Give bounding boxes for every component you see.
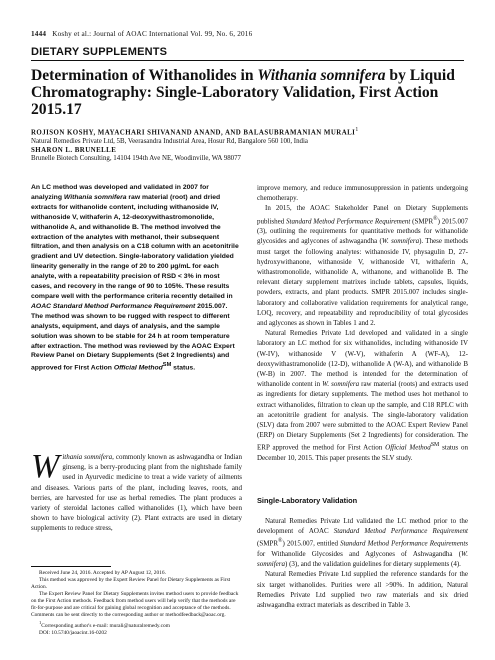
title-part-2: by Liquid Chromatography: Single-Laboratory Validation, First Action 2015.17 [31, 67, 455, 118]
author-block [31, 126, 471, 164]
affiliation-2: Brunelle Biotech Consulting, 14104 194th Ave NE, Woodinville, WA 98077 [31, 155, 241, 163]
abstract-text: raw material (root) and dried extracts for withanolide content, including withanoside IV, withanoside V, withaferin A, 12-deoxywithastromonolide, withanolide A, and withanolide B. The method involved the extraction of the analytes with methanol, their subsequent filtration, and then analysis on a C18 column with an acetonitrile gradient and UV detection. Single-laboratory validation yielded linearity generally in the range of 20 to 200 µg/mL for each analyte, with a repeatability precision of RSD < 3% in most cases, and recovery in the range of 90 to 105%. These results compare well with the performance criteria recently detailed in [31, 193, 239, 300]
section-heading: Single-Laboratory Validation [257, 496, 358, 505]
journal-citation: Koshy et al.: Journal of AOAC International Vol. 99, No. 6, 2016 [52, 30, 253, 38]
abstract-text: status. [171, 364, 196, 372]
page-number: 1444 [31, 30, 47, 38]
abstract-text: An LC method was developed and validated in 2007 for analyzing [31, 184, 209, 201]
footnote-doi: DOI: 10.5740/jaoacint.16-0202 [39, 629, 107, 636]
article-title [31, 67, 461, 118]
running-header [31, 30, 471, 38]
footnotes [31, 570, 242, 637]
abstract-text: 2015.007. The method was shown to be rugged with respect to different analysts, equipment, and days of analysis, and the sample solution was shown to be stable for 24 h at room temperature after extraction. The method was reviewed by the AOAC Expert Review Panel on Dietary Supplements (Set 2 Ingredients) and approved for First Action [31, 302, 235, 372]
footnote-received: Received June 24, 2016. Accepted by AP August 12, 2016. [39, 570, 166, 576]
paragraph: Natural Remedies Private Ltd supplied the reference standards for the six target withanolides. Purities were all >90%. In addition, Natural Remedies Private Ltd supplied two raw materials and six dried ashwagandha extract materials as described in Table 3. [257, 570, 468, 609]
paragraph: In 2015, the AOAC Stakeholder Panel on Dietary Supplements published Standard Method Performance Requirement (SMPR®) 2015.007 (3), outlining the requirements for quantitative methods for withanolide glycosides and aglycones of ashwagandha (W. somnifera). These methods must target the following analytes: withanoside IV, physagulin D, 27-hydroxywithanone, withanoside V, withanoside VI, withaferin A, withastromonolide, withanolide A, withanone, and withanolide B. The relevant dietary supplement matrixes include tablets, capsules, liquids, powders, extracts, and plant products. SMPR 2015.007 includes single-laboratory and collaborative validation requirements for analytical range, LOQ, recovery, and repeatability and reproducibility of total glycosides and aglycones as shown in Tables 1 and 2. [257, 204, 468, 327]
title-species: Withania somnifera [257, 67, 386, 84]
section-label: DIETARY SUPPLEMENTS [31, 46, 168, 58]
paragraph: Natural Remedies Private Ltd developed and validated in a single laboratory an LC method for six withanolides, including withanoside IV (W-IV), withanoside V (W-V), withaferin A (WF-A), 12-deoxywithastramonolide (12-D), withanolide A (W-A), and withanolide B (W-B) in 2007. The method is intended for the determination of withanolide content in W. somnifera raw material (roots) and extracts used as ingredients for dietary supplements. The method uses hot methanol to extract withanolides, filtration to clean up the sample, and C18 RPLC with an acetonitrile gradient for analysis. The single-laboratory validation (SLV) data from 2007 were submitted to the AOAC Expert Review Panel (ERP) on Dietary Supplements (Set 2 Ingredients) for consideration. The ERP approved the method for First Action Official Method℠ status on December 10, 2015. This paper presents the SLV study. [257, 329, 468, 462]
right-column-body [257, 183, 468, 463]
intro-text: , commonly known as ashwagandha or Indian ginseng, is a berry-producing plant from the nightshade family used in Ayurvedic medicine to treat a wide variety of ailments and diseases. Various parts of the plant, including leaves, roots, and berries, are harvested for use as herbal remedies. The plant produces a variety of steroidal lactones called withanolides (1), which have been shown to have biological activity (2). Plant extracts are used in dietary supplements to reduce stress, [31, 453, 242, 533]
introduction-paragraph [31, 448, 242, 534]
author-names-group-2: SHARON L. BRUNELLE [31, 146, 117, 154]
paragraph: Natural Remedies Private Ltd validated the LC method prior to the development of AOAC Standard Method Performance Requirement (SMPR®) 2015.007, entitled Standard Method Performance Requirements for Withanolide Glycosides and Aglycones of Ashwagandha (W. somnifera) (3), and the validation guidelines for dietary supplements (4). [257, 517, 468, 569]
author-names-group-1: ROJISON KOSHY, MAYACHARI SHIVANAND ANAND, AND BALASUBRAMANIAN MURALI [31, 129, 356, 137]
abstract [31, 183, 241, 373]
section-divider [31, 60, 464, 61]
service-mark: SM [162, 362, 172, 369]
footnote-approval: This method was approved by the Expert Review Panel for Dietary Supplements as First Action. [31, 577, 231, 590]
intro-species: ithania somnifera [62, 453, 113, 461]
drop-cap: W [31, 448, 60, 485]
corresponding-author-marker: 1 [39, 620, 42, 625]
footnote-divider [31, 566, 111, 567]
paragraph: improve memory, and reduce immunosuppression in patients undergoing chemotherapy. [257, 184, 468, 203]
footnote-expert-panel: The Expert Review Panel for Dietary Supplements invites method users to provide feedback on the First Action methods. Feedback from method users will help verify that the methods are fit-for-purpose and are critical for gaining global recognition and acceptance of the methods. Comments can be sent directly to the corresponding author or methodfeedback@aoac.org. [31, 591, 239, 618]
abstract-smpr-reference: AOAC Standard Method Performance Requirement [31, 302, 196, 310]
corresponding-author-marker: 1 [355, 127, 359, 133]
title-part-1: Determination of Withanolides in [31, 67, 258, 84]
abstract-official-method: Official Method [113, 364, 163, 372]
abstract-species: Withania somnifera [63, 193, 127, 201]
affiliation-1: Natural Remedies Private Ltd, 5B, Veerasandra Industrial Area, Hosur Rd, Bangalore 560 100, India [31, 138, 308, 145]
footnote-corresponding-author: $^1$Corresponding author's e-mail: murali@naturalremedy.com [39, 620, 170, 629]
right-column-body-2 [257, 516, 468, 610]
